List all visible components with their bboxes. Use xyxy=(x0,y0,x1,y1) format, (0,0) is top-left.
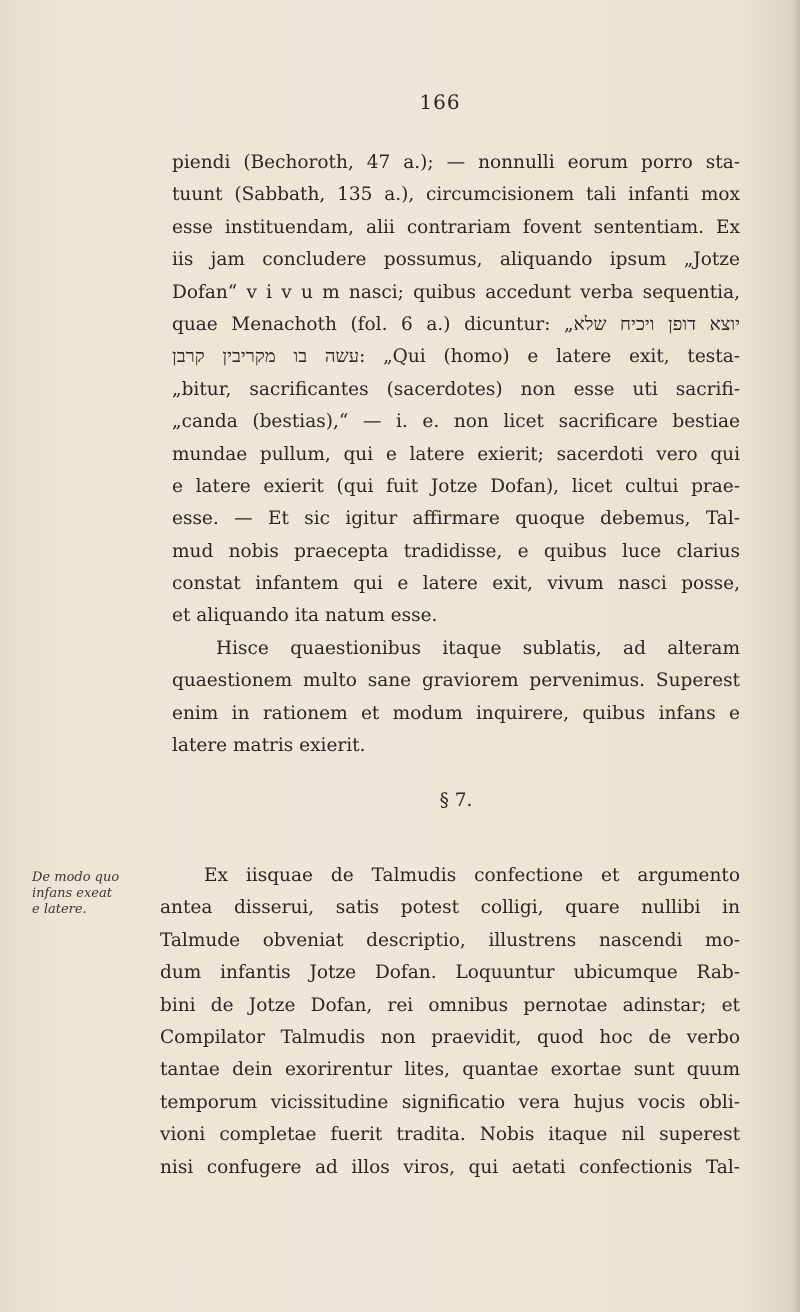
text-line: mud nobis praecepta tradidisse, e quibus luce clarius xyxy=(172,540,740,562)
text-line: Talmude obveniat descriptio, illustrens nascendi mo- xyxy=(160,929,740,951)
text-line: Ex iisquae de Talmudis confectione et argumento xyxy=(204,865,740,886)
text-line: iis jam concludere possumus, aliquando ipsum „Jotze xyxy=(172,249,740,271)
text-line: et aliquando ita natum esse. xyxy=(172,605,438,627)
text-line: tuunt (Sabbath, 135 a.), circumcisionem tali infanti mox xyxy=(172,184,740,206)
page-edge-shadow xyxy=(790,0,800,1312)
text-line: temporum vicissitudine significatio vera hujus vocis obli- xyxy=(160,1091,740,1113)
text-line: constat infantem qui e latere exit, vivum nasci posse, xyxy=(172,573,740,595)
text-line: quae Menachoth (fol. 6 a.) dicuntur: „יוצא דופן ויכיח שלא xyxy=(172,313,740,335)
page-number: 166 xyxy=(419,90,461,114)
text-line: esse. — Et sic igitur affirmare quoque debemus, Tal- xyxy=(172,508,740,530)
margin-note-line: e latere. xyxy=(32,902,87,917)
text-line: quaestionem multo sane graviorem pervenimus. Superest xyxy=(172,670,740,692)
paragraph-3 xyxy=(160,860,740,1184)
text-line: bini de Jotze Dofan, rei omnibus pernotae adinstar; et xyxy=(160,994,740,1016)
margin-note-line: infans exeat xyxy=(32,886,112,901)
margin-note-line: De modo quo xyxy=(32,870,120,885)
text-line: עשה בו מקריבין קרבן: „Qui (homo) e latere exit, testa- xyxy=(172,346,740,368)
section-heading: § 7. xyxy=(439,790,473,811)
margin-note xyxy=(32,870,162,918)
text-line: e latere exierit (qui fuit Jotze Dofan), licet cultui prae- xyxy=(172,475,740,497)
text-line: „bitur, sacrificantes (sacerdotes) non esse uti sacrifi- xyxy=(172,378,740,400)
text-line: Hisce quaestionibus itaque sublatis, ad alteram xyxy=(216,637,740,659)
text-line: antea disserui, satis potest colligi, quare nullibi in xyxy=(160,897,740,919)
text-line: enim in rationem et modum inquirere, quibus infans e xyxy=(172,702,740,724)
text-line: „canda (bestias),“ — i. e. non licet sacrificare bestiae xyxy=(172,411,740,433)
text-line: esse instituendam, alii contrariam fovent sententiam. Ex xyxy=(172,216,740,238)
text-line: mundae pullum, qui e latere exierit; sacerdoti vero qui xyxy=(172,443,740,465)
text-line: Compilator Talmudis non praevidit, quod hoc de verbo xyxy=(160,1026,740,1048)
text-line: dum infantis Jotze Dofan. Loquuntur ubicumque Rab- xyxy=(160,962,740,984)
text-line: Dofan“ v i v u m nasci; quibus accedunt verba sequentia, xyxy=(172,281,740,303)
paragraph-1 xyxy=(172,147,740,762)
text-line: latere matris exierit. xyxy=(172,735,366,757)
text-line: nisi confugere ad illos viros, qui aetati confectionis Tal- xyxy=(160,1156,740,1178)
text-line: tantae dein exorirentur lites, quantae exortae sunt quum xyxy=(160,1059,740,1081)
text-line: piendi (Bechoroth, 47 a.); — nonnulli eorum porro sta- xyxy=(172,152,740,173)
text-line: vioni completae fuerit tradita. Nobis itaque nil superest xyxy=(160,1124,740,1146)
